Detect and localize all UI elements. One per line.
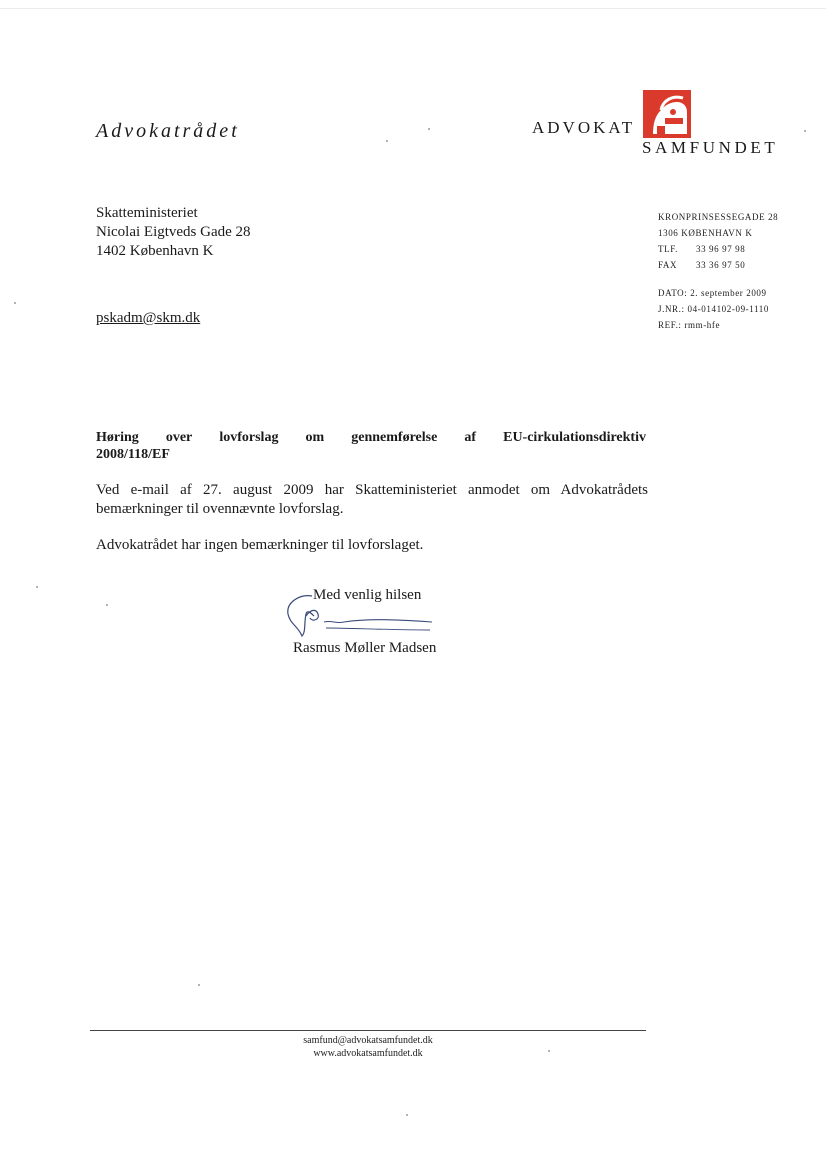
date-label: DATO: (658, 288, 688, 298)
ref-label: REF.: (658, 320, 682, 330)
recipient-email: pskadm@skm.dk (96, 310, 201, 326)
fax-label: FAX (658, 260, 678, 270)
footer-divider (90, 1030, 646, 1031)
footer-email: samfund@advokatsamfundet.dk (303, 1035, 433, 1046)
subject-word: EU-cirkulationsdirektiv (503, 430, 646, 445)
body-paragraph-2: Advokatrådet har ingen bemærkninger til lovforslaget. (96, 537, 424, 553)
subject-word: om (305, 430, 325, 445)
subject-line-2: 2008/118/EF (96, 447, 170, 462)
meta-date (658, 285, 778, 301)
advokatraadet-logo: Advokatrådet (96, 120, 240, 142)
subject-word: Høring (96, 430, 139, 445)
brand-word-advokat: ADVOKAT (532, 118, 636, 137)
sender-phone (658, 241, 778, 257)
meta-jnr (658, 301, 778, 317)
scan-speck (804, 130, 806, 132)
footer (90, 1034, 646, 1060)
subject-word: over (165, 430, 193, 445)
scan-speck (14, 302, 16, 304)
subject-line-1 (96, 429, 646, 446)
body-paragraph-1: Ved e-mail af 27. august 2009 har Skatteministeriet anmodet om Advokatrådets bemærkninger til ovennævnte lovforslag. (96, 482, 648, 517)
ref-value: rmm-hfe (684, 320, 721, 330)
subject-word: gennemførelse (351, 430, 438, 445)
phone-number: 33 96 97 98 (696, 244, 746, 254)
recipient-city: 1402 København K (96, 243, 214, 259)
sender-address-block (658, 209, 778, 333)
scan-speck (406, 1114, 408, 1116)
sender-city: 1306 KØBENHAVN K (658, 228, 753, 238)
sender-fax (658, 257, 778, 273)
scan-speck (36, 586, 38, 588)
athena-helmet-icon (643, 90, 691, 138)
date-value: 2. september 2009 (690, 288, 767, 298)
recipient-address (96, 204, 251, 261)
scan-speck (548, 1050, 550, 1052)
scan-speck (428, 128, 430, 130)
phone-label: TLF. (658, 244, 678, 254)
letter-subject (96, 429, 646, 463)
brand-word-samfundet: SAMFUNDET (642, 138, 779, 157)
scan-speck (106, 604, 108, 606)
fax-number: 33 36 97 50 (696, 260, 746, 270)
jnr-value: 04-014102-09-1110 (687, 304, 769, 314)
scan-speck (386, 140, 388, 142)
closing-phrase: Med venlig hilsen (313, 587, 422, 603)
handwritten-signature (280, 592, 440, 646)
sender-street: KRONPRINSESSEGADE 28 (658, 212, 779, 222)
scan-speck (198, 984, 200, 986)
scan-edge-line (0, 8, 826, 9)
meta-ref (658, 317, 778, 333)
recipient-name: Skatteministeriet (96, 205, 198, 221)
jnr-label: J.NR.: (658, 304, 685, 314)
footer-website: www.advokatsamfundet.dk (313, 1048, 423, 1059)
recipient-street: Nicolai Eigtveds Gade 28 (96, 224, 251, 240)
signer-name: Rasmus Møller Madsen (293, 640, 437, 656)
subject-word: lovforslag (219, 430, 279, 445)
subject-word: af (464, 430, 477, 445)
advokatsamfundet-logo (520, 90, 790, 160)
